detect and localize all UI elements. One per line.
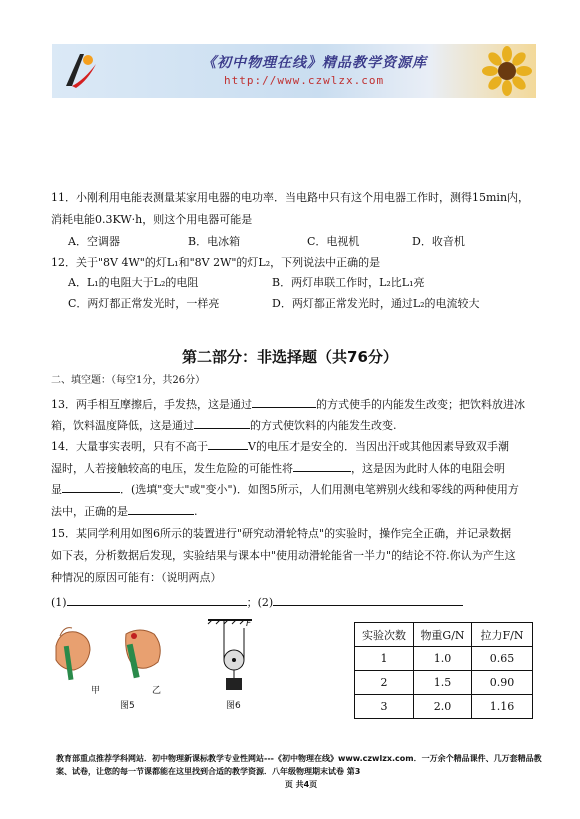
table-row bbox=[355, 647, 533, 671]
q11-line1: 11．小刚利用电能表测量某家用电器的电功率．当电路中只有这个用电器工作时，测得15min内， bbox=[51, 191, 530, 204]
q11-option-a: A．空调器 bbox=[68, 235, 120, 248]
q14-line1 bbox=[51, 438, 509, 454]
table-cell: 1.16 bbox=[472, 695, 533, 719]
q14-text-d: ，这是因为此时人体的电阻会明 bbox=[351, 462, 505, 475]
table-cell: 1 bbox=[355, 647, 414, 671]
q11-option-c: C．电视机 bbox=[307, 235, 360, 248]
q14-blank-3[interactable] bbox=[62, 481, 120, 493]
page-footer bbox=[56, 752, 546, 791]
banner-url[interactable]: http://www.czwlzx.com bbox=[224, 74, 385, 87]
site-logo-icon bbox=[58, 50, 100, 92]
q15-line1: 15．某同学利用如图6所示的装置进行"研究动滑轮特点"的实验时，操作完全正确，并记录数据 bbox=[51, 527, 512, 540]
q11-option-d: D．收音机 bbox=[412, 235, 465, 248]
q12-option-a: A．L₁的电阻大于L₂的电阻 bbox=[68, 276, 199, 289]
q15-line2: 如下表，分析数据后发现，实验结果与课本中"使用动滑轮能省一半力"的结论不符.你认为产生这 bbox=[51, 549, 516, 562]
q14-text-b: V的电压才是安全的．当因出汗或其他因素导致双手潮 bbox=[248, 440, 509, 453]
q15-label-1: (1) bbox=[51, 596, 67, 609]
q13-text-d: 的方式使饮料的内能发生改变. bbox=[250, 419, 397, 432]
table-cell: 0.65 bbox=[472, 647, 533, 671]
q13-text-a: 13．两手相互摩擦后，手发热，这是通过 bbox=[51, 398, 252, 411]
experiment-table bbox=[354, 622, 533, 719]
q14-text-a: 14．大量事实表明，只有不高于 bbox=[51, 440, 208, 453]
q14-blank-2[interactable] bbox=[293, 460, 351, 472]
q11-line2: 消耗电能0.3KW·h，则这个用电器可能是 bbox=[51, 213, 253, 226]
table-header-cell: 物重G/N bbox=[414, 623, 472, 647]
fig6-force-label: F bbox=[246, 619, 252, 629]
q12-option-d: D．两灯都正常发光时，通过L₂的电流较大 bbox=[272, 297, 480, 310]
q13-text-b: 的方式使手的内能发生改变；把饮料放进冰 bbox=[316, 398, 525, 411]
table-cell: 0.90 bbox=[472, 671, 533, 695]
fig5-label-right: 乙 bbox=[152, 686, 162, 696]
q15-answer-line bbox=[51, 594, 463, 610]
table-row bbox=[355, 671, 533, 695]
header-banner bbox=[52, 44, 536, 98]
part2-title: 第二部分：非选择题（共76分） bbox=[182, 348, 398, 366]
table-cell: 2.0 bbox=[414, 695, 472, 719]
table-cell: 1.0 bbox=[414, 647, 472, 671]
table-cell: 3 bbox=[355, 695, 414, 719]
fig5-label-left: 甲 bbox=[91, 686, 101, 696]
q12-line1: 12．关于"8V 4W"的灯L₁和"8V 2W"的灯L₂，下列说法中正确的是 bbox=[51, 256, 381, 269]
table-header-cell: 实验次数 bbox=[355, 623, 414, 647]
sunflower-icon bbox=[482, 46, 532, 96]
q13-blank-2[interactable] bbox=[194, 417, 250, 429]
q15-label-2: (2) bbox=[257, 596, 274, 609]
q12-option-c: C．两灯都正常发光时，一样亮 bbox=[68, 297, 220, 310]
q14-text-g: 法中，正确的是 bbox=[51, 505, 128, 518]
table-cell: 1.5 bbox=[414, 671, 472, 695]
q13-text-c: 箱，饮料温度降低，这是通过 bbox=[51, 419, 194, 432]
fig6-caption: 图6 bbox=[226, 701, 241, 711]
q13-line2 bbox=[51, 417, 397, 433]
hand-right-icon bbox=[126, 630, 161, 678]
figure6-pulley-diagram bbox=[204, 618, 260, 694]
hand-left-icon bbox=[56, 628, 90, 680]
table-row bbox=[355, 695, 533, 719]
q14-blank-4[interactable] bbox=[128, 503, 194, 515]
fig5-caption: 图5 bbox=[120, 701, 135, 711]
q14-blank-1[interactable] bbox=[208, 438, 248, 450]
q15-blank-1[interactable] bbox=[67, 594, 247, 606]
q14-text-e: 显 bbox=[51, 483, 62, 496]
q14-text-c: 湿时，人若接触较高的电压，发生危险的可能性将 bbox=[51, 462, 293, 475]
table-header-cell: 拉力F/N bbox=[472, 623, 533, 647]
banner-title: 《初中物理在线》精品教学资源库 bbox=[202, 55, 427, 71]
table-cell: 2 bbox=[355, 671, 414, 695]
q14-text-f: ．(选填"变大"或"变小")．如图5所示，人们用测电笔辨别火线和零线的两种使用方 bbox=[120, 483, 519, 496]
q12-option-b: B．两灯串联工作时，L₂比L₁亮 bbox=[272, 276, 425, 289]
table-header-row bbox=[355, 623, 533, 647]
q14-text-h: . bbox=[194, 505, 198, 518]
footer-page-number: 页 共4页 bbox=[284, 780, 318, 789]
q13-line1 bbox=[51, 396, 525, 412]
q15-blank-2[interactable] bbox=[273, 594, 463, 606]
q15-separator: ； bbox=[246, 596, 258, 609]
footer-line1: 教育部重点推荐学科网站．初中物理新课标教学专业性网站---《初中物理在线》www.czwlzx.com．一万余个精品课件、几万套精品教案、试卷，让您的每一节课都能在这里找到合适的教学资源．八年级物理期末试卷 第3 bbox=[56, 754, 542, 776]
q14-line4 bbox=[51, 503, 198, 519]
q13-blank-1[interactable] bbox=[252, 396, 316, 408]
section-heading: 二、填空题：（每空1分，共26分） bbox=[51, 375, 206, 386]
q11-option-b: B．电冰箱 bbox=[188, 235, 241, 248]
q14-line2 bbox=[51, 460, 505, 476]
q14-line3 bbox=[51, 481, 519, 497]
q15-line3: 种情况的原因可能有：（说明两点） bbox=[51, 571, 222, 584]
